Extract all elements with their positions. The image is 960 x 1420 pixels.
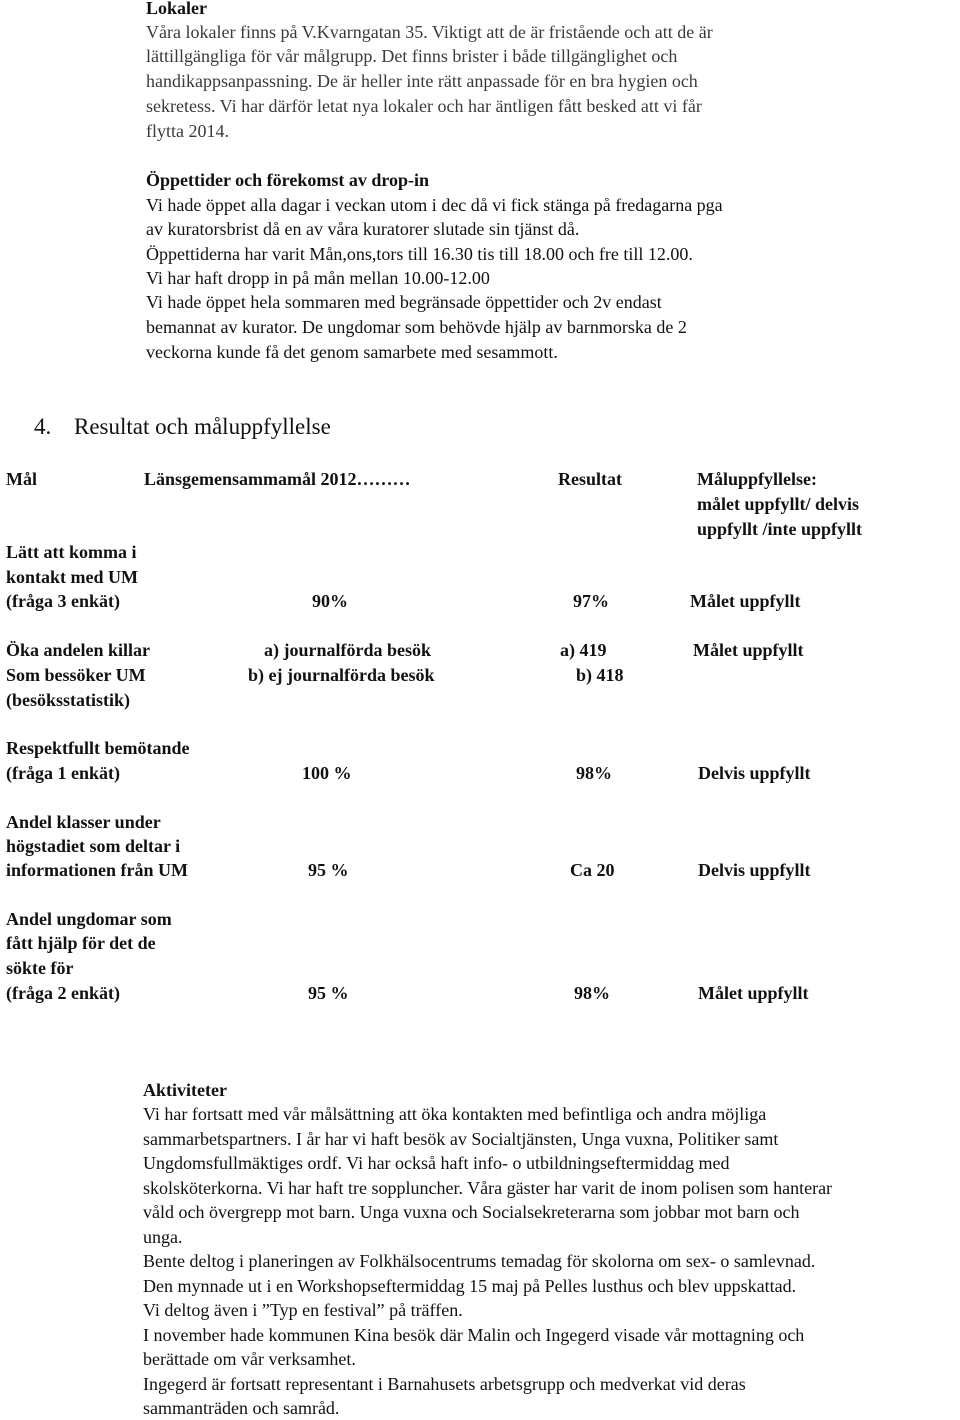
aktiviteter-heading: Aktiviteter: [143, 1080, 227, 1100]
header-resultat: Resultat: [558, 469, 622, 489]
lokaler-line: lättillgängliga för vår målgrupp. Det finns brister i både tillgänglighet och: [146, 46, 678, 66]
row-result: Ca 20: [570, 860, 615, 880]
row-goal: Lätt att komma i: [6, 542, 137, 562]
lokaler-line: handikappsanpassning. De är heller inte rätt anpassade för en bra hygien och: [146, 71, 698, 91]
row-target: b) ej journalförda besök: [248, 665, 435, 685]
row-result: 98%: [574, 983, 610, 1003]
header-maluppfyllelse: Måluppfyllelse:: [697, 469, 817, 489]
row-goal: sökte för: [6, 958, 74, 978]
aktiviteter-line: Ingegerd är fortsatt representant i Barnahusets arbetsgrupp och medverkat vid deras: [143, 1374, 746, 1394]
aktiviteter-line: Vi deltog även i ”Typ en festival” på träffen.: [143, 1300, 463, 1320]
row-goal: högstadiet som deltar i: [6, 836, 181, 856]
row-status: Målet uppfyllt: [690, 591, 801, 611]
aktiviteter-line: sammanträden och samråd.: [143, 1398, 340, 1418]
row-goal: Respektfullt bemötande: [6, 738, 190, 758]
oppettider-line: Vi har haft dropp in på mån mellan 10.00-12.00: [146, 268, 490, 288]
header-mal: Mål: [6, 469, 37, 489]
aktiviteter-line: våld och övergrepp mot barn. Unga vuxna och Socialsekreterarna som jobbar mot barn och: [143, 1202, 800, 1222]
row-target: 100 %: [302, 763, 352, 783]
row-result: b) 418: [576, 665, 624, 685]
aktiviteter-line: Bente deltog i planeringen av Folkhälsocentrums temadag för skolorna om sex- o samlevnad.: [143, 1251, 816, 1271]
row-result: a) 419: [560, 640, 607, 660]
oppettider-line: Vi hade öppet hela sommaren med begränsade öppettider och 2v endast: [146, 292, 662, 312]
row-status: Delvis uppfyllt: [698, 860, 811, 880]
row-goal: Andel ungdomar som: [6, 909, 172, 929]
row-status: Delvis uppfyllt: [698, 763, 811, 783]
aktiviteter-line: Ungdomsfullmäktiges ordf. Vi har också haft info- o utbildningseftermiddag med: [143, 1153, 730, 1173]
header-maluppfyllelse: målet uppfyllt/ delvis: [697, 494, 860, 514]
header-lansgemensamma: Länsgemensammamål 2012………: [144, 469, 411, 489]
oppettider-line: bemannat av kurator. De ungdomar som behövde hjälp av barnmorska de 2: [146, 317, 687, 337]
lokaler-line: sekretess. Vi har därför letat nya lokaler och har äntligen fått besked att vi får: [146, 96, 702, 116]
row-goal: fått hjälp för det de: [6, 933, 156, 953]
oppettider-line: av kuratorsbrist då en av våra kuratorer slutade sin tjänst då.: [146, 219, 580, 239]
row-goal: informationen från UM: [6, 860, 188, 880]
aktiviteter-line: berättade om vår verksamhet.: [143, 1349, 356, 1369]
row-target: 95 %: [308, 860, 349, 880]
row-goal: kontakt med UM: [6, 567, 139, 587]
section-title: Resultat och måluppfyllelse: [74, 414, 331, 439]
row-target: a) journalförda besök: [264, 640, 432, 660]
row-result: 97%: [573, 591, 609, 611]
row-goal: (fråga 1 enkät): [6, 763, 120, 783]
row-status: Målet uppfyllt: [693, 640, 804, 660]
row-goal: Öka andelen killar: [6, 640, 151, 660]
row-result: 98%: [576, 763, 612, 783]
oppettider-heading: Öppettider och förekomst av drop-in: [146, 170, 430, 190]
row-target: 95 %: [308, 983, 349, 1003]
row-goal: (besöksstatistik): [6, 690, 131, 710]
row-goal: Andel klasser under: [6, 812, 161, 832]
lokaler-line: flytta 2014.: [146, 121, 229, 141]
header-maluppfyllelse: uppfyllt /inte uppfyllt: [697, 519, 863, 539]
oppettider-line: Vi hade öppet alla dagar i veckan utom i dec då vi fick stänga på fredagarna pga: [146, 195, 723, 215]
row-status: Målet uppfyllt: [698, 983, 809, 1003]
row-goal: (fråga 2 enkät): [6, 983, 120, 1003]
oppettider-line: Öppettiderna har varit Mån,ons,tors till 16.30 tis till 18.00 och fre till 12.00.: [146, 244, 693, 264]
lokaler-heading: Lokaler: [146, 0, 207, 18]
row-goal: (fråga 3 enkät): [6, 591, 120, 611]
lokaler-line: Våra lokaler finns på V.Kvarngatan 35. Viktigt att de är fristående och att de är: [146, 22, 713, 42]
row-target: 90%: [312, 591, 348, 611]
aktiviteter-line: Den mynnade ut i en Workshopseftermiddag 15 maj på Pelles lusthus och blev uppskattad.: [143, 1276, 797, 1296]
aktiviteter-line: I november hade kommunen Kina besök där Malin och Ingegerd visade vår mottagning och: [143, 1325, 805, 1345]
aktiviteter-line: unga.: [143, 1227, 183, 1247]
row-goal: Som bessöker UM: [6, 665, 146, 685]
aktiviteter-line: Vi har fortsatt med vår målsättning att öka kontakten med befintliga och andra möjliga: [143, 1104, 767, 1124]
oppettider-line: veckorna kunde få det genom samarbete med sesammott.: [146, 342, 558, 362]
aktiviteter-line: sammarbetspartners. I år har vi haft besök av Socialtjänsten, Unga vuxna, Politiker samt: [143, 1129, 779, 1149]
section-number: 4.: [34, 414, 52, 439]
aktiviteter-line: skolsköterkorna. Vi har haft tre soppluncher. Våra gäster har varit de inom polisen som hanterar: [143, 1178, 833, 1198]
